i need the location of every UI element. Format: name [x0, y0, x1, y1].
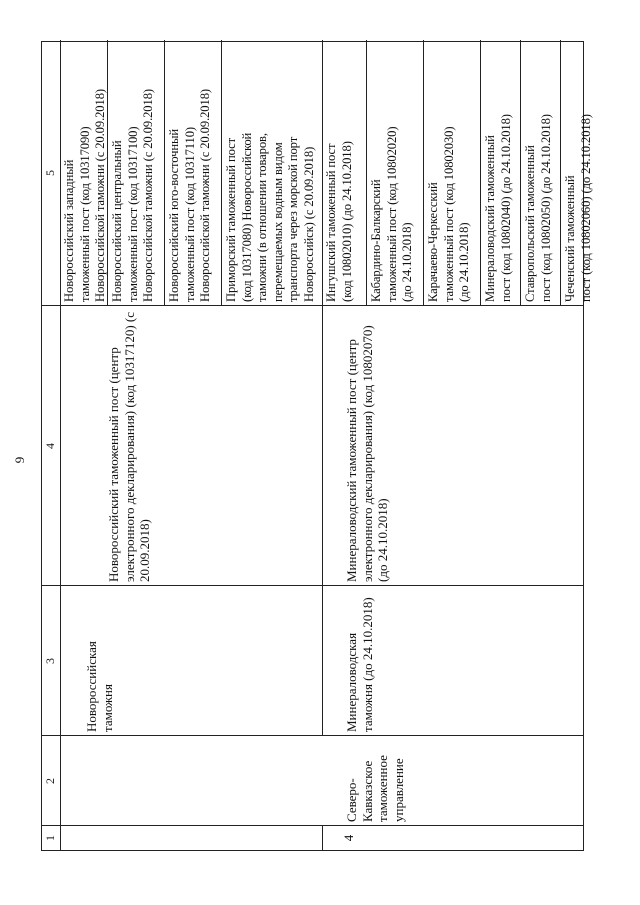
customs-post: Кабардино-Балкарский таможенный пост (код 10802020) (до 24.10.2018) [366, 40, 423, 306]
rotated-table-frame [41, 41, 593, 851]
row-divider [322, 826, 323, 850]
posts-group-novorossiysk [60, 40, 322, 306]
customs-post: Новороссийский юго-восточный таможенный пост (код 10317110) Новороссийской таможни (с 20.09.2018) [164, 40, 221, 306]
e-declaration-post-novorossiysk: Новороссийский таможенный пост (центр электронного декларирования) (код 10317120) (с 20.09.2018) [106, 311, 152, 582]
header-col-5: 5 [43, 170, 57, 176]
header-col-2: 2 [43, 778, 57, 784]
customs-post: Минераловодский таможенный пост (код 10802040) (до 24.10.2018) [480, 40, 520, 306]
page-number: 9 [12, 456, 27, 464]
header-col-4: 4 [43, 443, 57, 449]
posts-group-mineralovodsk [322, 40, 593, 306]
customs-name-mineralovodskaya: Минераловодская таможня (до 24.10.2018) [344, 597, 375, 732]
customs-post: Приморский таможенный пост (код 10317080) Новороссийской таможни (в отношении товаров, перемещаемых водным видом транспорта через морской порт Новороссийск) (с 20.09.2018) [221, 40, 319, 306]
customs-post: Новороссийский центральный таможенный пост (код 10317100) Новороссийской таможни (с 20.09.2018) [107, 40, 164, 306]
customs-name-novorossiysk: Новороссийская таможня [84, 641, 115, 732]
region-name: Северо-Кавказское таможенное управление [344, 755, 406, 822]
customs-post: Ингушский таможенный пост (код 10802010) (до 24.10.2018) [324, 141, 354, 302]
row-number: 4 [341, 834, 356, 842]
customs-post: Новороссийский западный таможенный пост (код 10317090) Новороссийской таможни (с 20.09.2018) [62, 89, 107, 302]
customs-post: Карачаево-Черкесский таможенный пост (код 10802030) (до 24.10.2018) [423, 40, 480, 306]
customs-table [41, 41, 593, 851]
col-divider [42, 825, 583, 826]
header-col-1: 1 [43, 835, 57, 841]
customs-post: Чеченский таможенный пост (код 10802060) (до 24.10.2018) [560, 40, 596, 306]
header-col-3: 3 [43, 658, 57, 664]
col-divider [42, 735, 583, 736]
customs-post: Ставропольский таможенный пост (код 10802050) (до 24.10.2018) [520, 40, 560, 306]
e-declaration-post-mineralovodsk: Минераловодский таможенный пост (центр электронного декларирования) (код 10802070) (до 24.10.2018) [344, 325, 390, 582]
